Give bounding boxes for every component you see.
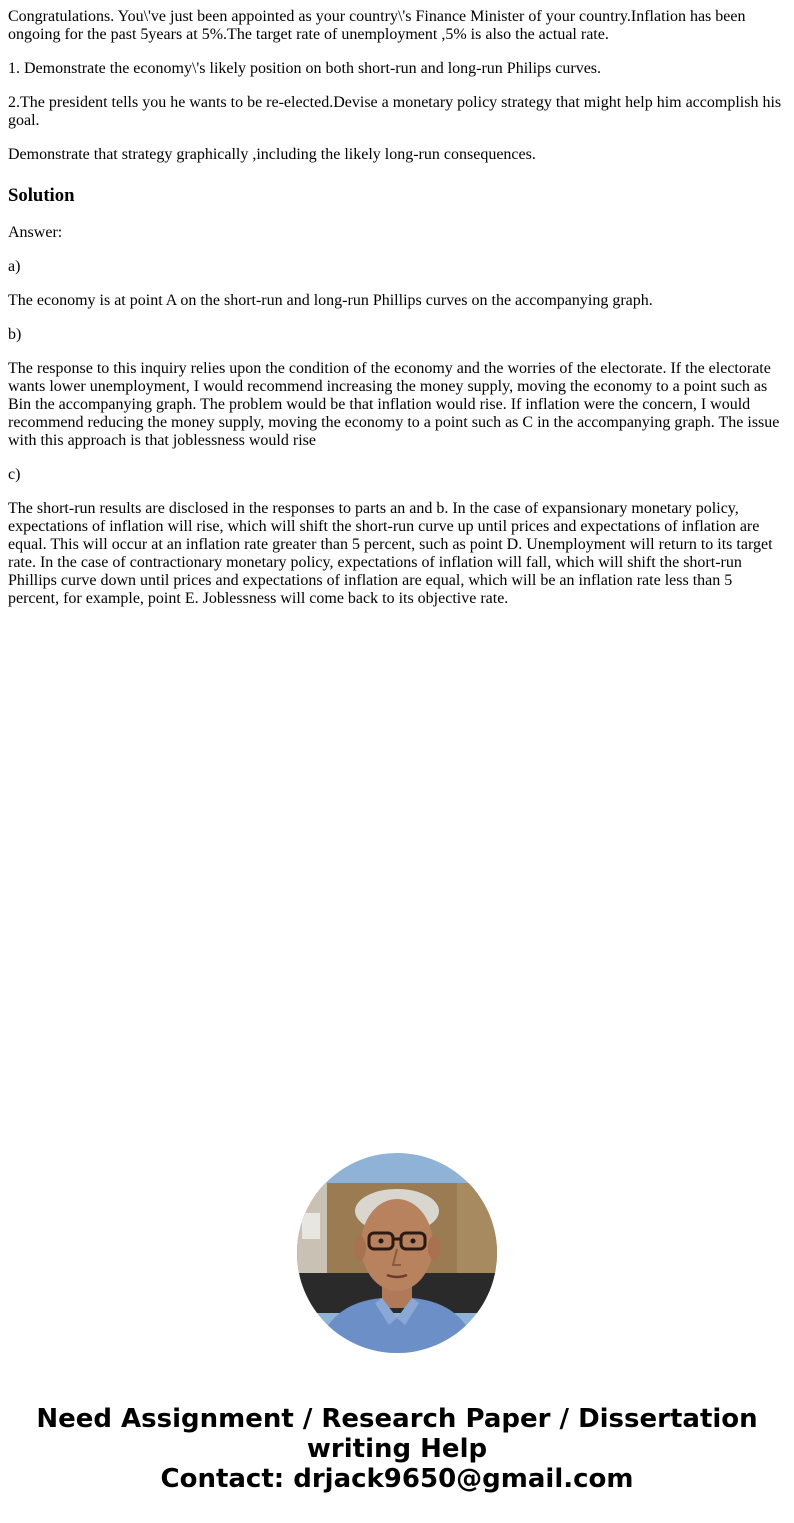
question-2: 2.The president tells you he wants to be re-elected.Devise a monetary policy strategy that might help him accomplish his goal. bbox=[8, 94, 782, 129]
promo-contact: Contact: drjack9650@gmail.com bbox=[160, 1464, 634, 1494]
part-b-text: The response to this inquiry relies upon the condition of the economy and the worries of the electorate. If the electorate wants lower unemployment, I would recommend increasing the money supply, moving the economy to a point such as Bin the accompanying graph. The problem would be that inflation would rise. If inflation were the concern, I would recommend reducing the money supply, moving the economy to a point such as C in the accompanying graph. The issue with this approach is that joblessness would rise bbox=[8, 360, 780, 449]
part-c-text: The short-run results are disclosed in the responses to parts an and b. In the case of expansionary monetary policy, expectations of inflation will rise, which will shift the short-run curve up until prices and expectations of inflation are equal. This will occur at an inflation rate greater than 5 percent, such as point D. Unemployment will return to its target rate. In the case of contractionary monetary policy, expectations of inflation will fall, which will shift the short-run Phillips curve down until prices and expectations of inflation are equal, which will be an inflation rate less than 5 percent, for example, point E. Joblessness will come back to its objective rate. bbox=[8, 500, 773, 607]
tutor-avatar bbox=[297, 1153, 497, 1353]
promo-line-2: writing Help bbox=[306, 1434, 488, 1464]
part-b-label: b) bbox=[8, 326, 22, 343]
part-a-text: The economy is at point A on the short-run and long-run Phillips curves on the accompanying graph. bbox=[8, 292, 653, 309]
document-content bbox=[8, 8, 786, 624]
part-a-label: a) bbox=[8, 258, 21, 275]
question-intro: Congratulations. You\'ve just been appointed as your country\'s Finance Minister of your country.Inflation has been ongoing for the past 5years at 5%.The target rate of unemployment ,5% is also the actual rate. bbox=[8, 8, 746, 43]
promo-line-1: Need Assignment / Research Paper / Dissertation bbox=[36, 1404, 758, 1434]
promo-banner bbox=[0, 1404, 794, 1494]
question-3: Demonstrate that strategy graphically ,including the likely long-run consequences. bbox=[8, 146, 536, 163]
question-1: 1. Demonstrate the economy\'s likely position on both short-run and long-run Philips curves. bbox=[8, 60, 602, 77]
tutor-photo bbox=[297, 1153, 497, 1353]
answer-label: Answer: bbox=[8, 224, 63, 241]
part-c-label: c) bbox=[8, 466, 21, 483]
solution-heading: Solution bbox=[8, 185, 75, 206]
